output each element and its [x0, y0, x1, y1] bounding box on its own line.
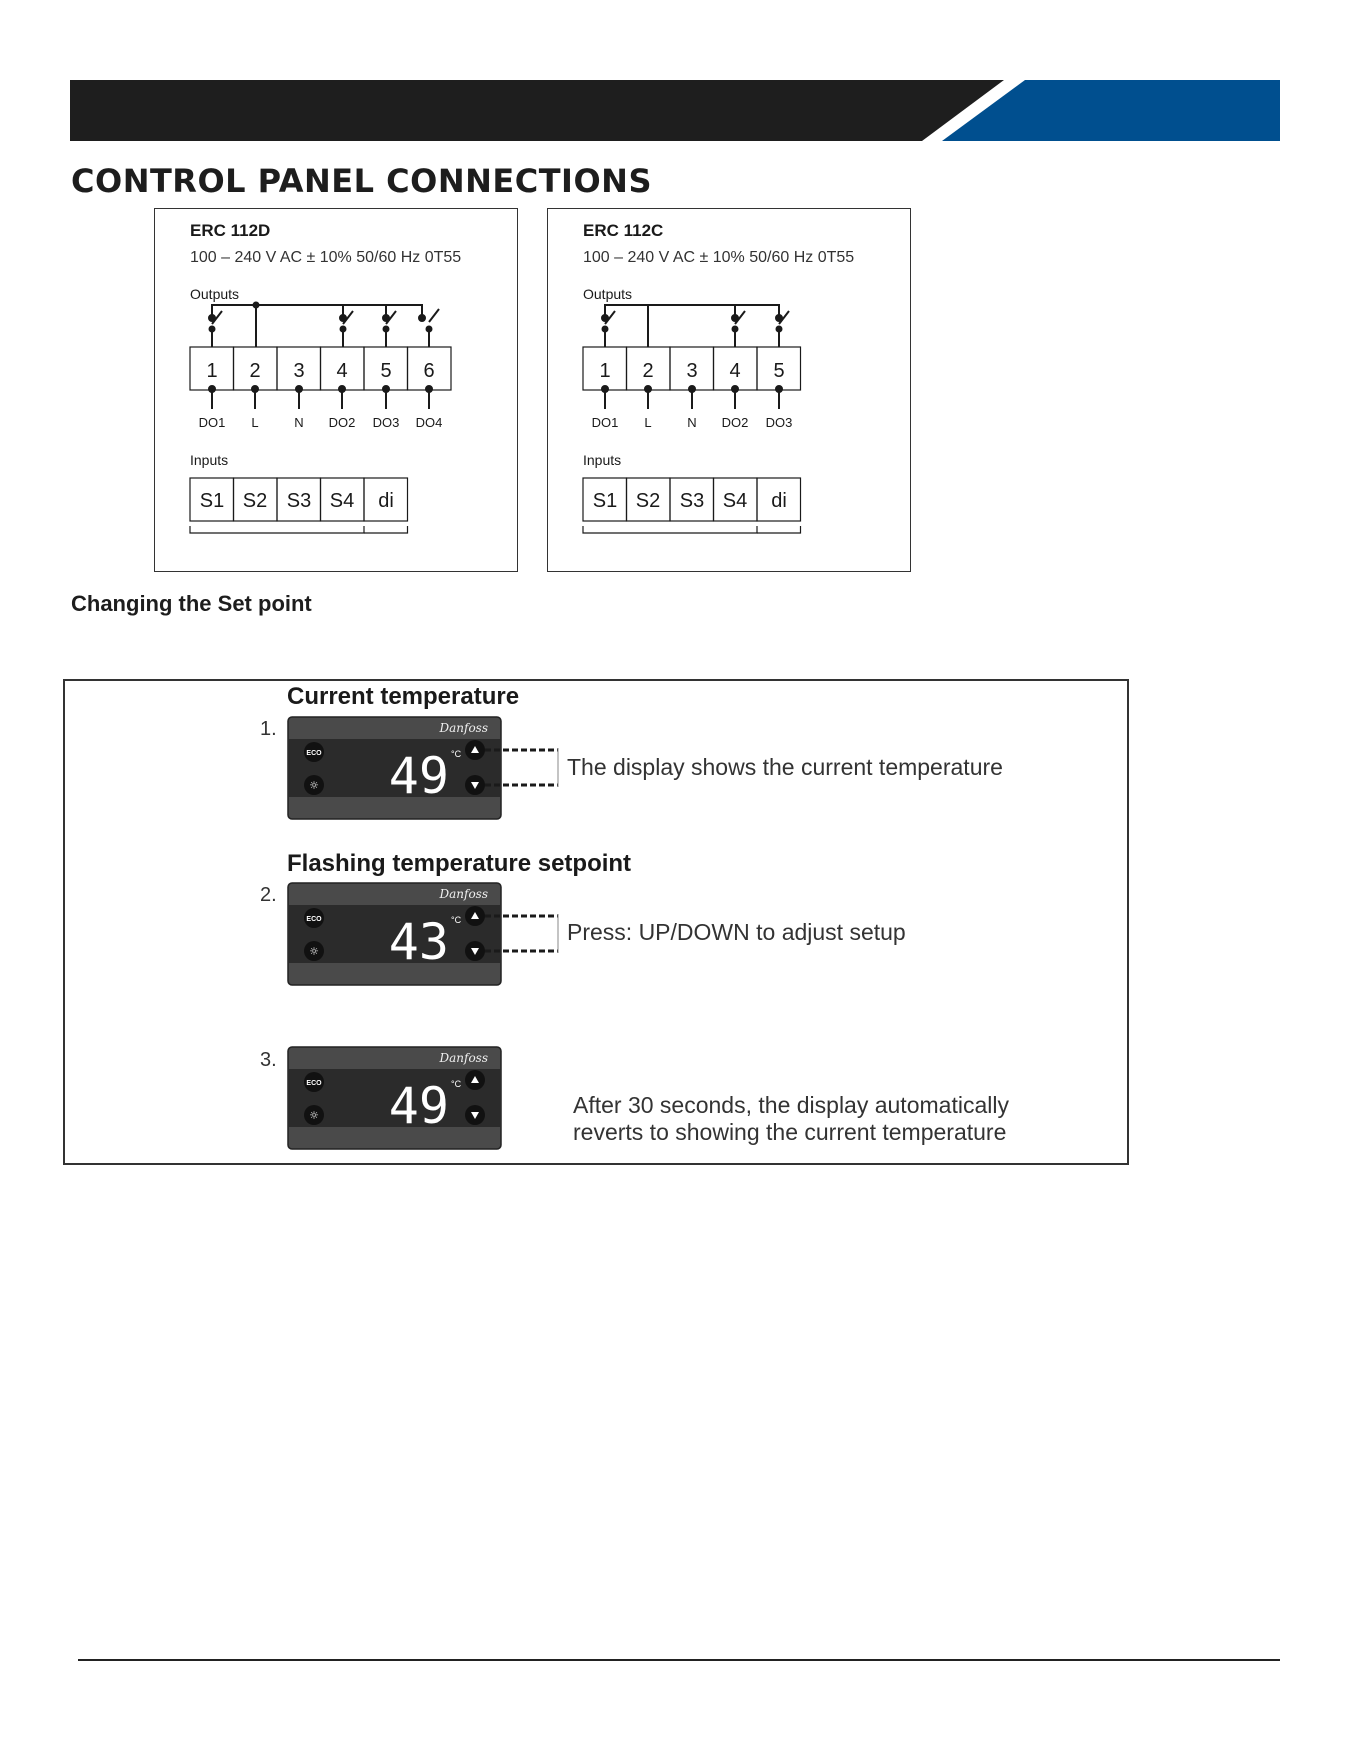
output-bus — [212, 305, 422, 347]
step-caption-line: reverts to showing the current temperature — [573, 1119, 1007, 1145]
input-terminal: di — [378, 490, 394, 512]
input-terminal: di — [771, 490, 787, 512]
step-title: Current temperature — [287, 683, 520, 710]
terminal-label: N — [294, 415, 304, 430]
unit-label: °C — [451, 915, 462, 925]
wiring-diagram-svg — [548, 209, 912, 573]
step-caption-line: After 30 seconds, the display automatically — [573, 1092, 1009, 1118]
wiring-diagram-svg — [155, 209, 519, 573]
outputs-label: Outputs — [583, 286, 633, 302]
outputs-label: Outputs — [190, 286, 240, 302]
input-terminal: S4 — [329, 490, 355, 512]
input-terminal: S1 — [199, 490, 225, 512]
eco-button: ECO — [306, 1080, 322, 1087]
terminal-label: DO3 — [372, 415, 400, 430]
unit-label: °C — [451, 1079, 462, 1089]
light-bulb-icon: ☼ — [309, 779, 319, 792]
step-number: 1. — [260, 718, 277, 740]
temperature-readout: 49 — [388, 747, 449, 805]
footer-rule — [78, 1659, 1280, 1661]
terminal-number: 1 — [599, 360, 611, 382]
brand-logo: Danfoss — [439, 887, 488, 901]
terminal-block — [583, 347, 801, 390]
panel-model: ERC 112C — [583, 221, 664, 240]
wiring-diagram-erc112c — [547, 208, 911, 572]
input-terminal: S3 — [679, 490, 705, 512]
step-caption: Press: UP/DOWN to adjust setup — [567, 919, 906, 945]
brand-logo: Danfoss — [439, 1051, 488, 1065]
brand-logo: Danfoss — [439, 721, 488, 735]
step-title: Flashing temperature setpoint — [287, 850, 632, 877]
terminal-label: DO2 — [721, 415, 749, 430]
panel-spec: 100 – 240 V AC ± 10% 50/60 Hz 0T55 — [190, 249, 462, 266]
terminal-number: 4 — [729, 360, 741, 382]
subheading: Changing the Set point — [71, 591, 312, 616]
temperature-readout: 43 — [388, 913, 449, 971]
setpoint-steps-figure — [63, 679, 1129, 1165]
inputs-label: Inputs — [583, 452, 622, 468]
eco-button: ECO — [306, 750, 322, 757]
wiring-diagram-erc112d — [154, 208, 518, 572]
terminal-label: DO2 — [328, 415, 356, 430]
input-terminal: S2 — [635, 490, 661, 512]
step-caption: The display shows the current temperature — [567, 754, 1003, 780]
unit-label: °C — [451, 749, 462, 759]
header-accent-band — [942, 80, 1280, 141]
panel-spec: 100 – 240 V AC ± 10% 50/60 Hz 0T55 — [583, 249, 855, 266]
terminal-number: 5 — [773, 360, 785, 382]
steps-svg — [65, 681, 1131, 1167]
header-dark-band — [70, 80, 1004, 141]
terminal-label: DO4 — [415, 415, 443, 430]
thermostat-display — [288, 717, 501, 819]
terminal-block — [190, 347, 451, 390]
temperature-readout: 49 — [388, 1077, 449, 1135]
output-relay-switches — [209, 305, 439, 347]
terminal-label: N — [687, 415, 697, 430]
output-relay-switches — [602, 305, 789, 347]
terminal-label: DO3 — [765, 415, 793, 430]
step-number: 3. — [260, 1049, 277, 1071]
input-block — [190, 478, 408, 533]
terminal-number: 5 — [380, 360, 392, 382]
terminal-number: 2 — [249, 360, 261, 382]
terminal-number: 3 — [686, 360, 698, 382]
step-number: 2. — [260, 884, 277, 906]
inputs-label: Inputs — [190, 452, 229, 468]
terminal-number: 2 — [642, 360, 654, 382]
terminal-number: 3 — [293, 360, 305, 382]
thermostat-display — [288, 1047, 501, 1149]
terminal-label: DO1 — [198, 415, 226, 430]
input-terminal: S2 — [242, 490, 268, 512]
panel-model: ERC 112D — [190, 221, 271, 240]
input-terminal: S4 — [722, 490, 748, 512]
input-block — [583, 478, 801, 533]
header-banner — [70, 80, 1280, 141]
light-bulb-icon: ☼ — [309, 1109, 319, 1122]
terminal-label: L — [251, 415, 259, 430]
input-terminal: S3 — [286, 490, 312, 512]
terminal-label: DO1 — [591, 415, 619, 430]
thermostat-display — [288, 883, 501, 985]
terminal-number: 1 — [206, 360, 218, 382]
input-terminal: S1 — [592, 490, 618, 512]
light-bulb-icon: ☼ — [309, 945, 319, 958]
section-title: CONTROL PANEL CONNECTIONS — [71, 162, 652, 200]
output-bus — [605, 305, 779, 347]
terminal-number: 6 — [423, 360, 435, 382]
terminal-label: L — [644, 415, 652, 430]
terminal-number: 4 — [336, 360, 348, 382]
bus-junction — [253, 302, 260, 309]
eco-button: ECO — [306, 916, 322, 923]
